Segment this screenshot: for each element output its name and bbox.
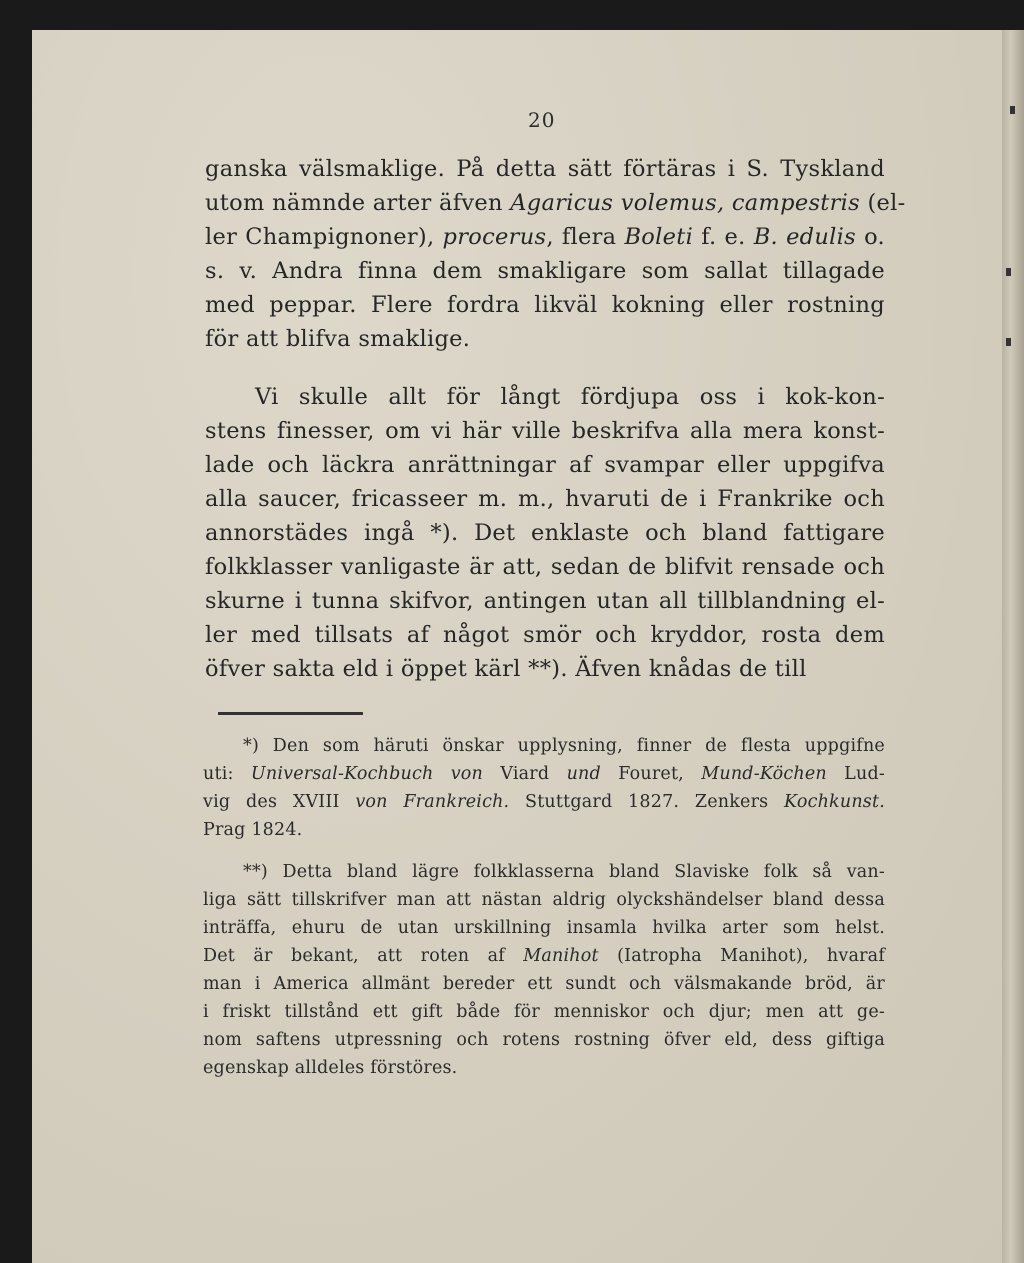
- text-line: [205, 186, 906, 220]
- text-line: [203, 858, 885, 886]
- footnote-2: [203, 858, 885, 1082]
- text-segment: f. e.: [693, 224, 754, 250]
- italic-text: Boleti: [624, 224, 694, 250]
- text-segment: ler Champignoner),: [205, 224, 443, 250]
- text-line: [205, 152, 885, 186]
- text-line: [205, 414, 885, 448]
- text-line: [203, 914, 885, 942]
- text-line: [205, 618, 885, 652]
- text-line: [203, 998, 885, 1026]
- text-line: [205, 482, 885, 516]
- text-line: [203, 1054, 885, 1082]
- text-segment: (Iatropha Manihot), hvaraf: [598, 946, 885, 966]
- text-line: [203, 886, 885, 914]
- text-line: [203, 732, 885, 760]
- text-segment: o.: [856, 224, 886, 250]
- text-segment: Prag 1824.: [203, 820, 303, 840]
- text-segment: s. v. Andra finna dem smakligare som sallat tillagade: [205, 258, 885, 284]
- text-line: [205, 448, 885, 482]
- italic-text: Manihot: [523, 946, 599, 966]
- text-line: [205, 254, 885, 288]
- text-segment: stens finesser, om vi här ville beskrifva alla mera konst-: [205, 418, 885, 444]
- text-line: [205, 652, 885, 686]
- text-segment: inträffa, ehuru de utan urskillning insamla hvilka arter som helst.: [203, 918, 885, 938]
- text-segment: Fouret,: [600, 764, 702, 784]
- text-line: [203, 1026, 885, 1054]
- text-segment: ler med tillsats af något smör och kryddor, rosta dem: [205, 622, 885, 648]
- text-segment: alla saucer, fricasseer m. m., hvaruti de i Frankrike och: [205, 486, 885, 512]
- text-line: [203, 970, 885, 998]
- text-line: [205, 550, 885, 584]
- italic-text: und: [566, 764, 601, 784]
- text-segment: Stuttgard 1827. Zenkers: [509, 792, 785, 812]
- text-line: [205, 516, 885, 550]
- text-segment: annorstädes ingå *). Det enklaste och bland fattigare: [205, 520, 885, 546]
- text-line: [203, 788, 885, 816]
- footnote-1: [203, 732, 885, 844]
- text-line: [205, 220, 885, 254]
- italic-text: procerus: [442, 224, 547, 250]
- text-segment: i friskt tillstånd ett gift både för menniskor och djur; men att ge-: [203, 1002, 885, 1022]
- text-line: [203, 942, 885, 970]
- italic-text: von Frankreich.: [355, 792, 510, 812]
- text-segment: med peppar. Flere fordra likväl kokning eller rostning: [205, 292, 885, 318]
- text-segment: Det är bekant, att roten af: [203, 946, 524, 966]
- text-segment: man i America allmänt bereder ett sundt och välsmakande bröd, är: [203, 974, 885, 994]
- text-segment: ganska välsmaklige. På detta sätt förtäras i S. Tyskland: [205, 156, 885, 182]
- text-line: [205, 288, 885, 322]
- edge-mark: [1006, 338, 1011, 346]
- paragraph-2: [205, 380, 885, 686]
- text-segment: Viard: [483, 764, 567, 784]
- page-edge: [1002, 30, 1024, 1263]
- text-line: [205, 584, 885, 618]
- italic-text: Agaricus volemus, campestris: [510, 190, 861, 216]
- paragraph-1: [205, 152, 906, 356]
- page-number: 20: [528, 108, 556, 132]
- text-segment: vig des XVIII: [203, 792, 356, 812]
- text-line: [203, 816, 885, 844]
- italic-text: Mund-Köchen: [701, 764, 827, 784]
- italic-text: Kochkunst.: [784, 792, 885, 812]
- text-line: [205, 380, 885, 414]
- text-segment: skurne i tunna skifvor, antingen utan all tillblandning el-: [205, 588, 885, 614]
- text-segment: för att blifva smaklige.: [205, 326, 471, 352]
- text-line: [203, 760, 885, 788]
- text-segment: liga sätt tillskrifver man att nästan aldrig olyckshändelser bland dessa: [203, 890, 885, 910]
- text-segment: nom saftens utpressning och rotens rostning öfver eld, dess giftiga: [203, 1030, 885, 1050]
- text-segment: lade och läckra anrättningar af svampar eller uppgifva: [205, 452, 885, 478]
- text-segment: (el-: [860, 190, 906, 216]
- italic-text: Universal-Kochbuch von: [250, 764, 484, 784]
- text-segment: uti:: [203, 764, 251, 784]
- text-segment: egenskap alldeles förstöres.: [203, 1058, 458, 1078]
- text-segment: Lud-: [826, 764, 885, 784]
- footnote-divider: [218, 712, 363, 715]
- italic-text: B. edulis: [753, 224, 857, 250]
- text-segment: öfver sakta eld i öppet kärl **). Äfven knådas de till: [205, 656, 807, 682]
- text-line: [205, 322, 885, 356]
- edge-mark: [1010, 106, 1015, 114]
- text-segment: **) Detta bland lägre folkklasserna bland Slaviske folk så van-: [243, 862, 885, 882]
- text-segment: *) Den som häruti önskar upplysning, finner de flesta uppgifne: [243, 736, 885, 756]
- text-segment: , flera: [546, 224, 625, 250]
- text-segment: folkklasser vanligaste är att, sedan de blifvit rensade och: [205, 554, 885, 580]
- edge-mark: [1006, 268, 1011, 276]
- text-segment: Vi skulle allt för långt fördjupa oss i kok-kon-: [255, 384, 885, 410]
- text-segment: utom nämnde arter äfven: [205, 190, 511, 216]
